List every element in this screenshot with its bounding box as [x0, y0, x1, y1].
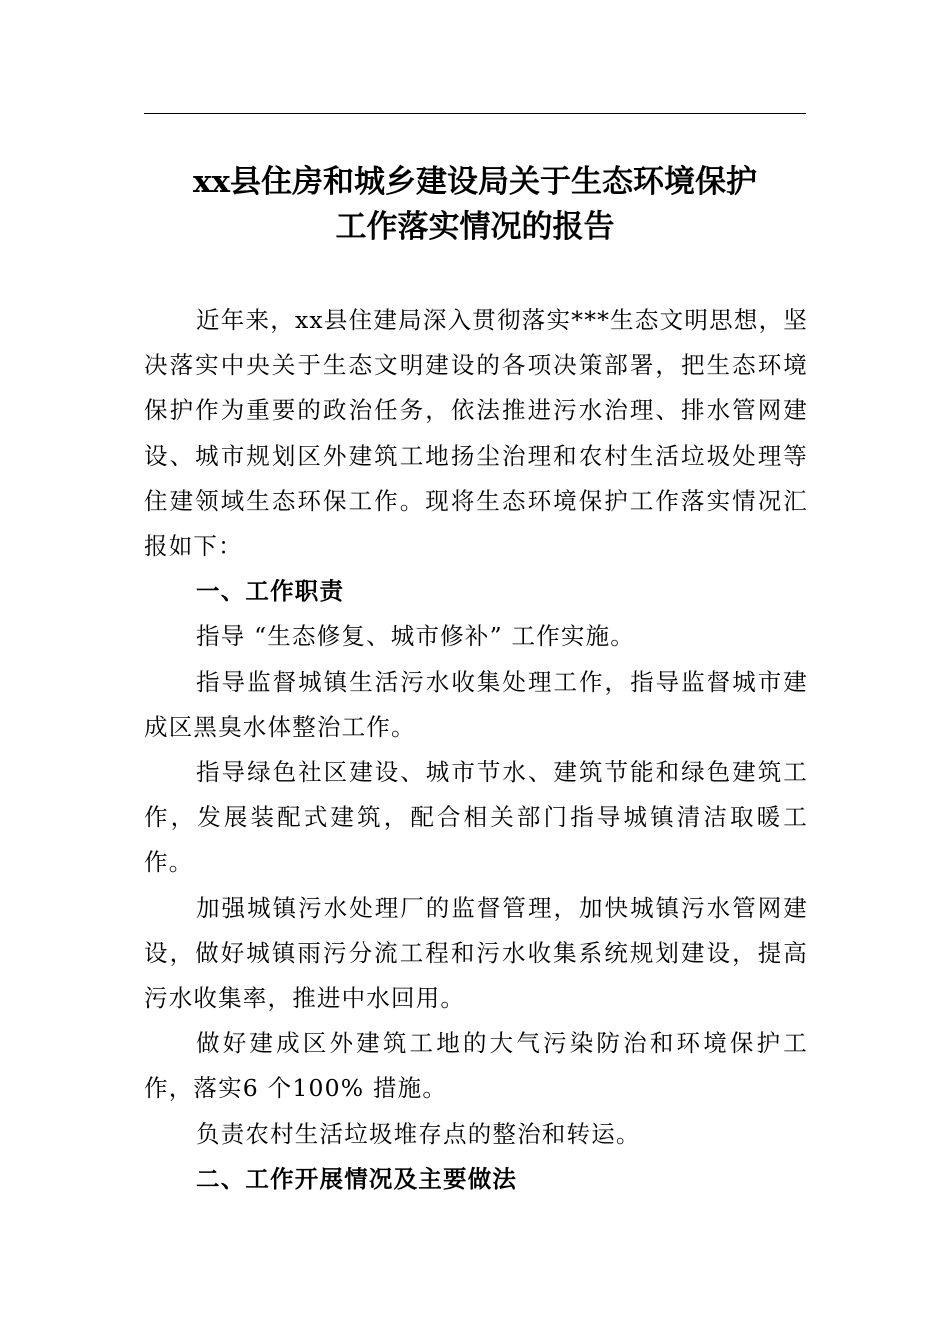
duty-paragraph: 负责农村生活垃圾堆存点的整治和转运。 [196, 1119, 641, 1148]
duty-paragraph: 做好建成区外建筑工地的大气污染防治和环境保护工作，落实6 个100% 措施。 [144, 1029, 808, 1103]
header-rule [144, 113, 806, 114]
document-body [144, 298, 808, 1202]
title-line-1: xx县住房和城乡建设局关于生态环境保护 [193, 164, 757, 200]
duty-paragraph: 指导绿色社区建设、城市节水、建筑节能和绿色建筑工作，发展装配式建筑，配合相关部门指导城镇清洁取暖工作。 [144, 758, 808, 877]
duty-paragraph: 加强城镇污水处理厂的监督管理，加快城镇污水管网建设，做好城镇雨污分流工程和污水收集系统规划建设，提高污水收集率，推进中水回用。 [144, 893, 808, 1013]
duty-paragraph: 指导监督城镇生活污水收集处理工作，指导监督城市建成区黑臭水体整治工作。 [144, 667, 808, 741]
title-line-2: 工作落实情况的报告 [335, 209, 615, 245]
section-heading-duties: 一、工作职责 [196, 577, 345, 606]
section-heading-progress: 二、工作开展情况及主要做法 [196, 1164, 518, 1193]
intro-paragraph: 近年来，xx县住建局深入贯彻落实***生态文明思想，坚决落实中央关于生态文明建设的各项决策部署，把生态环境保护作为重要的政治任务，依法推进污水治理、排水管网建设、城市规划区外建筑工地扬尘治理和农村生活垃圾处理等住建领域生态环保工作。现将生态环境保护工作落实情况汇报如下： [144, 306, 808, 561]
duty-paragraph: 指导 “生态修复、城市修补” 工作实施。 [196, 622, 635, 651]
document-title [144, 160, 806, 250]
